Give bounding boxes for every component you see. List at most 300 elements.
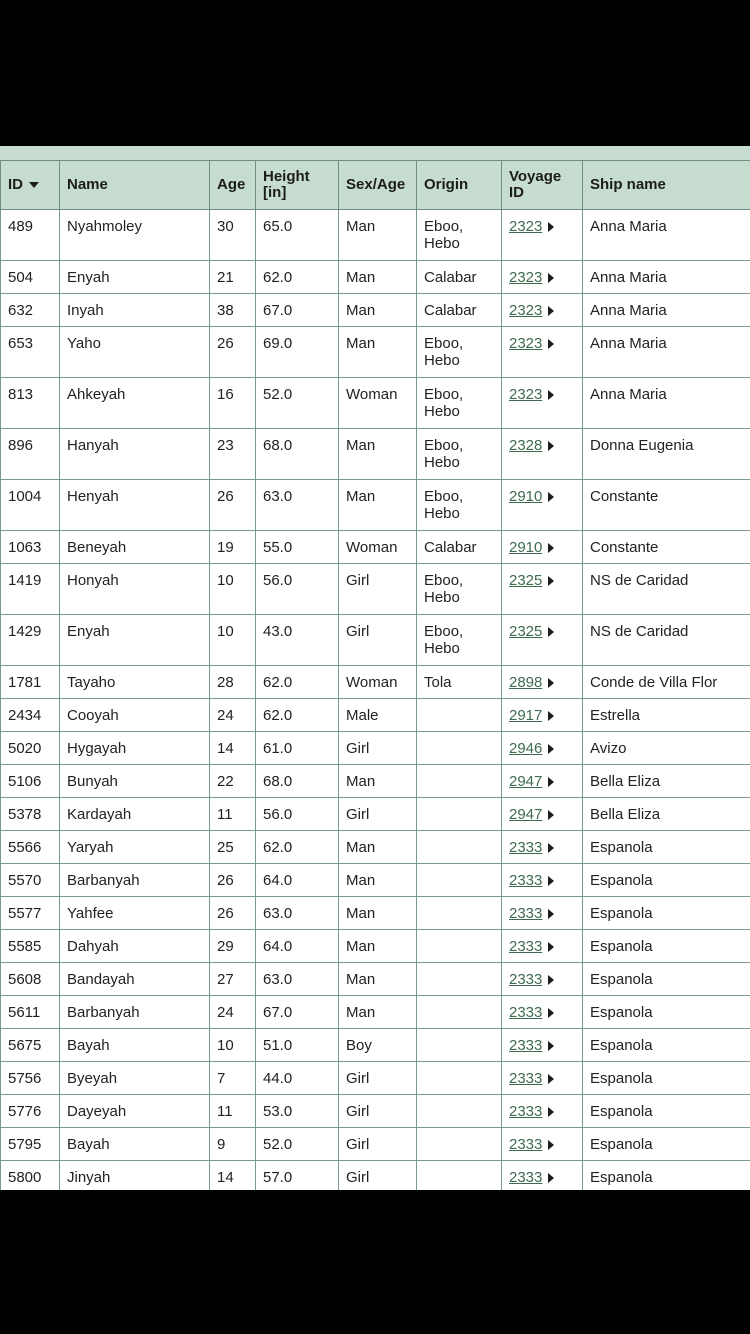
cell-age: 30 (210, 210, 256, 261)
expand-arrow-icon[interactable] (548, 942, 554, 952)
voyage-id-link[interactable]: 2910 (509, 539, 543, 556)
expand-arrow-icon[interactable] (548, 810, 554, 820)
voyage-id-link[interactable]: 2325 (509, 623, 543, 640)
table-row (1, 294, 750, 327)
cell-age: 7 (210, 1062, 256, 1095)
cell-name: Bunyah (60, 765, 210, 798)
cell-voyage-id (502, 1161, 583, 1191)
cell-height: 68.0 (256, 429, 339, 480)
cell-age: 26 (210, 897, 256, 930)
cell-ship-name: Anna Maria (583, 378, 750, 429)
cell-id: 5570 (1, 864, 60, 897)
table-row (1, 378, 750, 429)
cell-age: 29 (210, 930, 256, 963)
voyage-id-link[interactable]: 2323 (509, 386, 543, 403)
cell-name: Jinyah (60, 1161, 210, 1191)
cell-age: 38 (210, 294, 256, 327)
cell-voyage-id (502, 615, 583, 666)
cell-height: 55.0 (256, 531, 339, 564)
voyage-id-link[interactable]: 2898 (509, 674, 543, 691)
sort-descending-icon[interactable] (29, 182, 39, 188)
cell-name: Barbanyah (60, 864, 210, 897)
cell-name: Inyah (60, 294, 210, 327)
table-row (1, 531, 750, 564)
cell-id: 489 (1, 210, 60, 261)
cell-origin (417, 732, 502, 765)
cell-ship-name: Espanola (583, 1062, 750, 1095)
cell-ship-name: Espanola (583, 1095, 750, 1128)
cell-height: 62.0 (256, 699, 339, 732)
column-header-ship-name[interactable]: Ship name (583, 161, 750, 210)
table-row (1, 798, 750, 831)
cell-age: 26 (210, 480, 256, 531)
voyage-id-link[interactable]: 2946 (509, 740, 543, 757)
cell-id: 1781 (1, 666, 60, 699)
expand-arrow-icon[interactable] (548, 390, 554, 400)
cell-id: 813 (1, 378, 60, 429)
cell-name: Yahfee (60, 897, 210, 930)
expand-arrow-icon[interactable] (548, 744, 554, 754)
cell-origin: Eboo, Hebo (417, 615, 502, 666)
cell-origin: Eboo, Hebo (417, 327, 502, 378)
cell-sex-age: Woman (339, 666, 417, 699)
cell-ship-name: Constante (583, 480, 750, 531)
cell-sex-age: Girl (339, 615, 417, 666)
cell-height: 62.0 (256, 261, 339, 294)
column-header-id[interactable]: ID (1, 161, 60, 210)
cell-origin: Tola (417, 666, 502, 699)
cell-origin: Eboo, Hebo (417, 480, 502, 531)
cell-height: 62.0 (256, 831, 339, 864)
cell-sex-age: Girl (339, 732, 417, 765)
table-row (1, 261, 750, 294)
cell-height: 67.0 (256, 294, 339, 327)
cell-sex-age: Man (339, 963, 417, 996)
voyage-id-link[interactable]: 2328 (509, 437, 543, 454)
cell-name: Bayah (60, 1128, 210, 1161)
cell-sex-age: Man (339, 831, 417, 864)
cell-ship-name: Espanola (583, 864, 750, 897)
column-header-age[interactable]: Age (210, 161, 256, 210)
table-row (1, 864, 750, 897)
cell-sex-age: Girl (339, 1128, 417, 1161)
cell-ship-name: Anna Maria (583, 210, 750, 261)
cell-ship-name: Donna Eugenia (583, 429, 750, 480)
cell-sex-age: Girl (339, 1095, 417, 1128)
voyage-id-link[interactable]: 2947 (509, 806, 543, 823)
cell-ship-name: Anna Maria (583, 294, 750, 327)
column-header-height[interactable]: Height [in] (256, 161, 339, 210)
cell-name: Barbanyah (60, 996, 210, 1029)
cell-age: 9 (210, 1128, 256, 1161)
cell-id: 1419 (1, 564, 60, 615)
cell-id: 896 (1, 429, 60, 480)
cell-name: Enyah (60, 615, 210, 666)
cell-id: 5776 (1, 1095, 60, 1128)
cell-ship-name: Espanola (583, 1128, 750, 1161)
column-header-origin[interactable]: Origin (417, 161, 502, 210)
cell-sex-age: Man (339, 261, 417, 294)
cell-ship-name: Espanola (583, 930, 750, 963)
cell-sex-age: Man (339, 996, 417, 1029)
cell-voyage-id (502, 831, 583, 864)
expand-arrow-icon[interactable] (548, 876, 554, 886)
cell-voyage-id (502, 378, 583, 429)
cell-height: 68.0 (256, 765, 339, 798)
cell-origin: Calabar (417, 261, 502, 294)
cell-id: 504 (1, 261, 60, 294)
expand-arrow-icon[interactable] (548, 777, 554, 787)
cell-name: Bandayah (60, 963, 210, 996)
cell-sex-age: Girl (339, 564, 417, 615)
cell-height: 61.0 (256, 732, 339, 765)
cell-height: 52.0 (256, 1128, 339, 1161)
table-row (1, 666, 750, 699)
table-row (1, 732, 750, 765)
cell-age: 10 (210, 564, 256, 615)
table-row (1, 765, 750, 798)
cell-name: Byeyah (60, 1062, 210, 1095)
table-row (1, 831, 750, 864)
cell-id: 5795 (1, 1128, 60, 1161)
cell-height: 64.0 (256, 930, 339, 963)
cell-voyage-id (502, 699, 583, 732)
cell-sex-age: Woman (339, 531, 417, 564)
cell-origin: Calabar (417, 294, 502, 327)
expand-arrow-icon[interactable] (548, 627, 554, 637)
cell-id: 5566 (1, 831, 60, 864)
cell-voyage-id (502, 963, 583, 996)
cell-ship-name: Conde de Villa Flor (583, 666, 750, 699)
expand-arrow-icon[interactable] (548, 441, 554, 451)
cell-height: 63.0 (256, 897, 339, 930)
cell-voyage-id (502, 996, 583, 1029)
cell-origin: Eboo, Hebo (417, 429, 502, 480)
voyage-id-link[interactable]: 2323 (509, 335, 543, 352)
expand-arrow-icon[interactable] (548, 543, 554, 553)
voyage-id-link[interactable]: 2947 (509, 773, 543, 790)
cell-origin (417, 699, 502, 732)
expand-arrow-icon[interactable] (548, 1140, 554, 1150)
table-body (1, 210, 750, 1191)
voyage-id-link[interactable]: 2323 (509, 218, 543, 235)
enslaved-persons-table (0, 160, 750, 1190)
expand-arrow-icon[interactable] (548, 678, 554, 688)
cell-voyage-id (502, 765, 583, 798)
cell-height: 63.0 (256, 480, 339, 531)
cell-name: Honyah (60, 564, 210, 615)
voyage-id-link[interactable]: 2325 (509, 572, 543, 589)
cell-voyage-id (502, 732, 583, 765)
table-top-strip (0, 146, 750, 160)
voyage-id-link[interactable]: 2333 (509, 1070, 543, 1087)
cell-height: 63.0 (256, 963, 339, 996)
cell-voyage-id (502, 429, 583, 480)
table-row (1, 429, 750, 480)
cell-id: 5756 (1, 1062, 60, 1095)
cell-origin (417, 1062, 502, 1095)
voyage-id-link[interactable]: 2323 (509, 269, 543, 286)
cell-ship-name: Espanola (583, 897, 750, 930)
cell-height: 51.0 (256, 1029, 339, 1062)
expand-arrow-icon[interactable] (548, 843, 554, 853)
column-header-name[interactable]: Name (60, 161, 210, 210)
cell-id: 5608 (1, 963, 60, 996)
cell-age: 22 (210, 765, 256, 798)
slave-voyages-table-panel (0, 146, 750, 1190)
expand-arrow-icon[interactable] (548, 975, 554, 985)
cell-ship-name: Estrella (583, 699, 750, 732)
cell-ship-name: Espanola (583, 1029, 750, 1062)
cell-sex-age: Girl (339, 1161, 417, 1191)
cell-origin (417, 963, 502, 996)
cell-name: Yaho (60, 327, 210, 378)
cell-sex-age: Man (339, 210, 417, 261)
table-row (1, 897, 750, 930)
expand-arrow-icon[interactable] (548, 306, 554, 316)
cell-voyage-id (502, 897, 583, 930)
cell-voyage-id (502, 327, 583, 378)
voyage-id-link[interactable]: 2333 (509, 905, 543, 922)
cell-sex-age: Boy (339, 1029, 417, 1062)
cell-ship-name: Anna Maria (583, 327, 750, 378)
cell-ship-name: NS de Caridad (583, 564, 750, 615)
cell-height: 56.0 (256, 564, 339, 615)
expand-arrow-icon[interactable] (548, 273, 554, 283)
cell-voyage-id (502, 864, 583, 897)
cell-name: Dahyah (60, 930, 210, 963)
voyage-id-link[interactable]: 2333 (509, 839, 543, 856)
cell-origin (417, 1095, 502, 1128)
cell-age: 24 (210, 699, 256, 732)
cell-origin (417, 1029, 502, 1062)
cell-age: 16 (210, 378, 256, 429)
cell-voyage-id (502, 798, 583, 831)
cell-id: 2434 (1, 699, 60, 732)
expand-arrow-icon[interactable] (548, 339, 554, 349)
cell-voyage-id (502, 1095, 583, 1128)
cell-sex-age: Man (339, 864, 417, 897)
table-row (1, 1029, 750, 1062)
cell-voyage-id (502, 564, 583, 615)
cell-ship-name: Bella Eliza (583, 798, 750, 831)
cell-id: 5675 (1, 1029, 60, 1062)
cell-height: 53.0 (256, 1095, 339, 1128)
cell-id: 5106 (1, 765, 60, 798)
cell-age: 27 (210, 963, 256, 996)
expand-arrow-icon[interactable] (548, 222, 554, 232)
cell-name: Hygayah (60, 732, 210, 765)
cell-sex-age: Man (339, 930, 417, 963)
expand-arrow-icon[interactable] (548, 711, 554, 721)
cell-origin: Eboo, Hebo (417, 378, 502, 429)
cell-name: Cooyah (60, 699, 210, 732)
cell-name: Tayaho (60, 666, 210, 699)
voyage-id-link[interactable]: 2333 (509, 872, 543, 889)
table-row (1, 210, 750, 261)
table-row (1, 1095, 750, 1128)
voyage-id-link[interactable]: 2333 (509, 938, 543, 955)
cell-age: 24 (210, 996, 256, 1029)
cell-age: 11 (210, 798, 256, 831)
cell-age: 26 (210, 864, 256, 897)
cell-id: 5020 (1, 732, 60, 765)
voyage-id-link[interactable]: 2323 (509, 302, 543, 319)
cell-origin: Calabar (417, 531, 502, 564)
cell-voyage-id (502, 261, 583, 294)
expand-arrow-icon[interactable] (548, 1107, 554, 1117)
cell-id: 5577 (1, 897, 60, 930)
cell-sex-age: Man (339, 480, 417, 531)
cell-ship-name: Anna Maria (583, 261, 750, 294)
voyage-id-link[interactable]: 2910 (509, 488, 543, 505)
cell-sex-age: Man (339, 765, 417, 798)
cell-voyage-id (502, 1128, 583, 1161)
cell-voyage-id (502, 666, 583, 699)
column-header-sex-age[interactable]: Sex/Age (339, 161, 417, 210)
expand-arrow-icon[interactable] (548, 909, 554, 919)
cell-ship-name: Avizo (583, 732, 750, 765)
cell-voyage-id (502, 480, 583, 531)
cell-name: Henyah (60, 480, 210, 531)
cell-origin (417, 798, 502, 831)
cell-sex-age: Girl (339, 1062, 417, 1095)
voyage-id-link[interactable]: 2333 (509, 1004, 543, 1021)
cell-height: 64.0 (256, 864, 339, 897)
cell-name: Ahkeyah (60, 378, 210, 429)
table-row (1, 615, 750, 666)
expand-arrow-icon[interactable] (548, 1041, 554, 1051)
cell-ship-name: Constante (583, 531, 750, 564)
cell-age: 25 (210, 831, 256, 864)
table-row (1, 1128, 750, 1161)
cell-name: Beneyah (60, 531, 210, 564)
cell-origin (417, 864, 502, 897)
cell-id: 1429 (1, 615, 60, 666)
cell-height: 67.0 (256, 996, 339, 1029)
cell-id: 1004 (1, 480, 60, 531)
cell-id: 653 (1, 327, 60, 378)
cell-origin (417, 996, 502, 1029)
cell-height: 69.0 (256, 327, 339, 378)
cell-age: 28 (210, 666, 256, 699)
cell-age: 14 (210, 732, 256, 765)
voyage-id-link[interactable]: 2333 (509, 971, 543, 988)
table-header-row (1, 161, 750, 210)
table-row (1, 480, 750, 531)
cell-sex-age: Woman (339, 378, 417, 429)
cell-ship-name: Espanola (583, 1161, 750, 1191)
cell-sex-age: Girl (339, 798, 417, 831)
table-row (1, 1062, 750, 1095)
cell-origin (417, 831, 502, 864)
cell-height: 43.0 (256, 615, 339, 666)
table-row (1, 1161, 750, 1191)
cell-name: Hanyah (60, 429, 210, 480)
cell-voyage-id (502, 531, 583, 564)
voyage-id-link[interactable]: 2917 (509, 707, 543, 724)
cell-id: 5611 (1, 996, 60, 1029)
cell-sex-age: Man (339, 897, 417, 930)
cell-height: 65.0 (256, 210, 339, 261)
expand-arrow-icon[interactable] (548, 1008, 554, 1018)
cell-age: 14 (210, 1161, 256, 1191)
table-row (1, 996, 750, 1029)
cell-sex-age: Man (339, 294, 417, 327)
voyage-id-link[interactable]: 2333 (509, 1169, 543, 1186)
cell-origin: Eboo, Hebo (417, 564, 502, 615)
cell-ship-name: Espanola (583, 963, 750, 996)
cell-origin (417, 930, 502, 963)
cell-height: 62.0 (256, 666, 339, 699)
voyage-id-link[interactable]: 2333 (509, 1037, 543, 1054)
cell-name: Kardayah (60, 798, 210, 831)
cell-age: 19 (210, 531, 256, 564)
cell-voyage-id (502, 294, 583, 327)
cell-voyage-id (502, 1029, 583, 1062)
expand-arrow-icon[interactable] (548, 576, 554, 586)
cell-name: Nyahmoley (60, 210, 210, 261)
cell-name: Bayah (60, 1029, 210, 1062)
cell-voyage-id (502, 930, 583, 963)
cell-origin (417, 897, 502, 930)
table-row (1, 963, 750, 996)
table-row (1, 564, 750, 615)
cell-ship-name: Espanola (583, 996, 750, 1029)
expand-arrow-icon[interactable] (548, 492, 554, 502)
cell-height: 56.0 (256, 798, 339, 831)
cell-height: 44.0 (256, 1062, 339, 1095)
cell-id: 632 (1, 294, 60, 327)
table-row (1, 930, 750, 963)
cell-sex-age: Man (339, 327, 417, 378)
cell-id: 1063 (1, 531, 60, 564)
voyage-id-link[interactable]: 2333 (509, 1103, 543, 1120)
cell-origin (417, 1161, 502, 1191)
cell-name: Dayeyah (60, 1095, 210, 1128)
cell-height: 52.0 (256, 378, 339, 429)
cell-age: 10 (210, 1029, 256, 1062)
cell-ship-name: NS de Caridad (583, 615, 750, 666)
cell-age: 11 (210, 1095, 256, 1128)
cell-id: 5378 (1, 798, 60, 831)
cell-age: 21 (210, 261, 256, 294)
cell-voyage-id (502, 1062, 583, 1095)
cell-age: 10 (210, 615, 256, 666)
cell-origin (417, 1128, 502, 1161)
column-header-voyage-id[interactable]: Voyage ID (502, 161, 583, 210)
cell-id: 5585 (1, 930, 60, 963)
cell-name: Yaryah (60, 831, 210, 864)
cell-origin (417, 765, 502, 798)
cell-id: 5800 (1, 1161, 60, 1191)
cell-origin: Eboo, Hebo (417, 210, 502, 261)
cell-age: 23 (210, 429, 256, 480)
cell-age: 26 (210, 327, 256, 378)
cell-name: Enyah (60, 261, 210, 294)
expand-arrow-icon[interactable] (548, 1173, 554, 1183)
cell-height: 57.0 (256, 1161, 339, 1191)
table-row (1, 327, 750, 378)
cell-ship-name: Espanola (583, 831, 750, 864)
cell-voyage-id (502, 210, 583, 261)
voyage-id-link[interactable]: 2333 (509, 1136, 543, 1153)
expand-arrow-icon[interactable] (548, 1074, 554, 1084)
cell-ship-name: Bella Eliza (583, 765, 750, 798)
table-row (1, 699, 750, 732)
cell-sex-age: Male (339, 699, 417, 732)
cell-sex-age: Man (339, 429, 417, 480)
